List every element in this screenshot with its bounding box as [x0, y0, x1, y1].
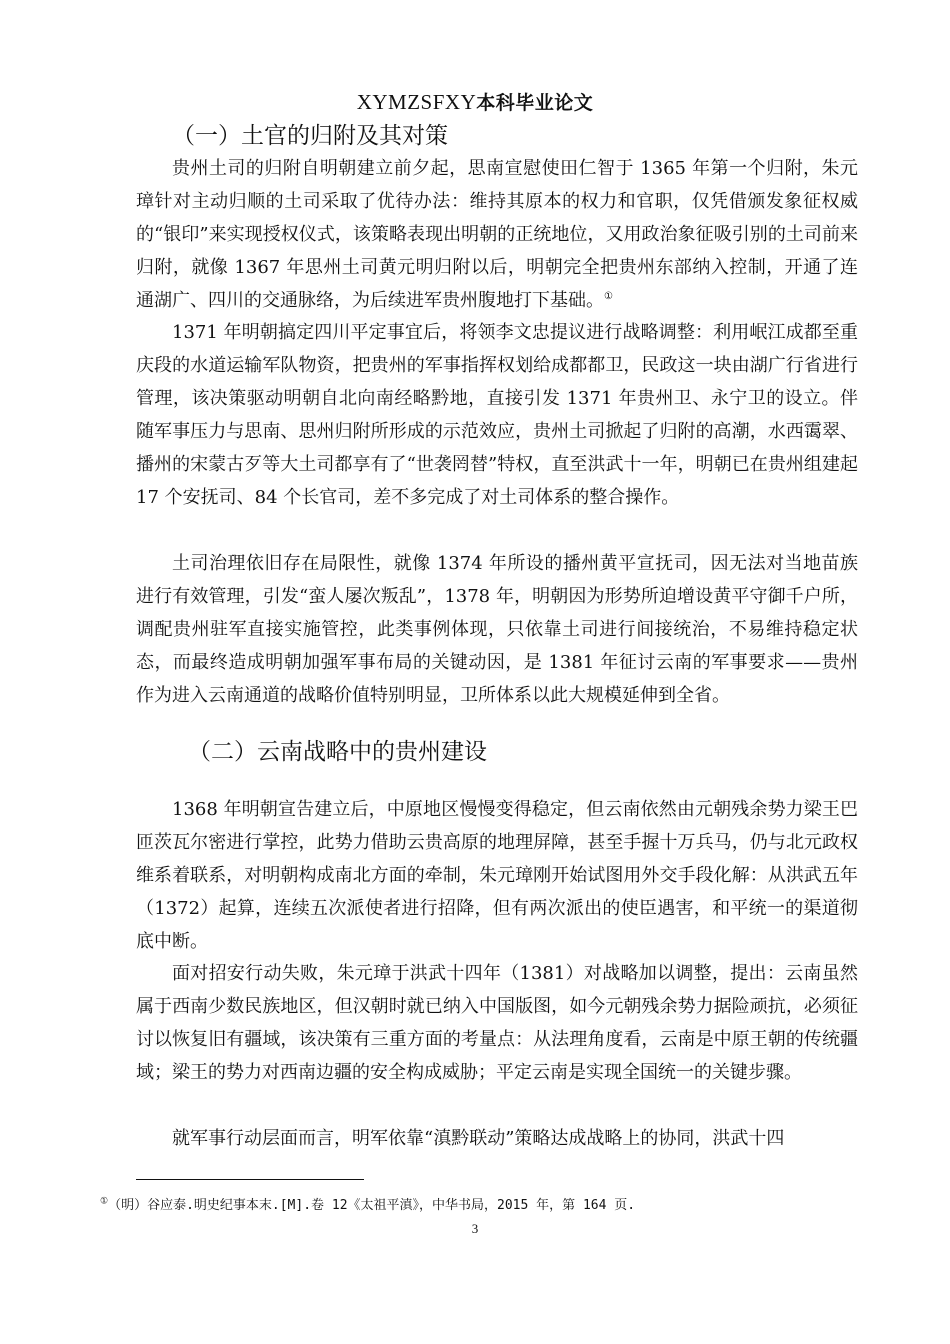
paragraph	[136, 152, 858, 317]
page-header	[0, 88, 950, 117]
footnote-marker: ①	[100, 1196, 109, 1207]
header-code: XYMZSFXY	[356, 90, 477, 114]
paragraph: 1371 年明朝搞定四川平定事宜后，将领李文忠提议进行战略调整：利用岷江成都至重庆段的水道运输军队物资，把贵州的军事指挥权划给成都都卫，民政这一块由湖广行省进行管理，该决策驱动明朝自北向南经略黔地，直接引发 1371 年贵州卫、永宁卫的设立。伴随军事压力与思南、思州归附所形成的示范效应，贵州土司掀起了归附的高潮，水西霭翠、播州的宋蒙古歹等大土司都享有了“世袭罔替”特权，直至洪武十一年，明朝已在贵州组建起 17 个安抚司、84 个长官司，差不多完成了对土司体系的整合操作。	[136, 322, 858, 508]
paragraph: 土司治理依旧存在局限性，就像 1374 年所设的播州黄平宣抚司，因无法对当地苗族进行有效管理，引发“蛮人屡次叛乱”，1378 年，明朝因为形势所迫增设黄平守御千户所，调配贵州驻军直接实施管控，此类事例体现，只依靠土司进行间接统治，不易维持稳定状态，而最终造成明朝加强军事布局的关键动因，是 1381 年征讨云南的军事要求——贵州作为进入云南通道的战略价值特别明显，卫所体系以此大规模延伸到全省。	[136, 553, 858, 706]
paragraph: 面对招安行动失败，朱元璋于洪武十四年（1381）对战略加以调整，提出：云南虽然属于西南少数民族地区，但汉朝时就已纳入中国版图，如今元朝残余势力据险顽抗，必须征讨以恢复旧有疆域，该决策有三重方面的考量点：从法理角度看，云南是中原王朝的传统疆域；梁王的势力对西南边疆的安全构成威胁；平定云南是实现全国统一的关键步骤。	[136, 963, 858, 1083]
footnote-text: （明）谷应泰.明史纪事本末.[M].卷 12《太祖平滇》，中华书局，2015 年，第 164 页.	[108, 1198, 636, 1213]
footnote-reference[interactable]: ①	[604, 291, 613, 302]
header-title: 本科毕业论文	[476, 92, 594, 114]
footnote-separator	[136, 1179, 364, 1180]
footnote	[100, 1196, 860, 1216]
paragraph: 1368 年明朝宣告建立后，中原地区慢慢变得稳定，但云南依然由元朝残余势力梁王巴匝茨瓦尔密进行掌控，此势力借助云贵高原的地理屏障，甚至手握十万兵马，仍与北元政权维系着联系，对明朝构成南北方面的牵制，朱元璋刚开始试图用外交手段化解：从洪武五年（1372）起算，连续五次派使者进行招降，但有两次派出的使臣遇害，和平统一的渠道彻底中断。	[136, 799, 858, 952]
paragraph-text: 贵州土司的归附自明朝建立前夕起，思南宣慰使田仁智于 1365 年第一个归附，朱元璋针对主动归顺的土司采取了优待办法：维持其原本的权力和官职，仅凭借颁发象征权威的“银印”来实现授权仪式，该策略表现出明朝的正统地位，又用政治象征吸引别的土司前来归附，就像 1367 年思州土司黄元明归附以后，明朝完全把贵州东部纳入控制，开通了连通湖广、四川的交通脉络，为后续进军贵州腹地打下基础。	[136, 158, 858, 311]
section-heading-2: （二）云南战略中的贵州建设	[188, 739, 487, 765]
section-heading-1: （一）土官的归附及其对策	[172, 123, 448, 149]
paragraph: 就军事行动层面而言，明军依靠“滇黔联动”策略达成战略上的协同，洪武十四	[172, 1128, 785, 1149]
page-number: 3	[471, 1221, 479, 1236]
